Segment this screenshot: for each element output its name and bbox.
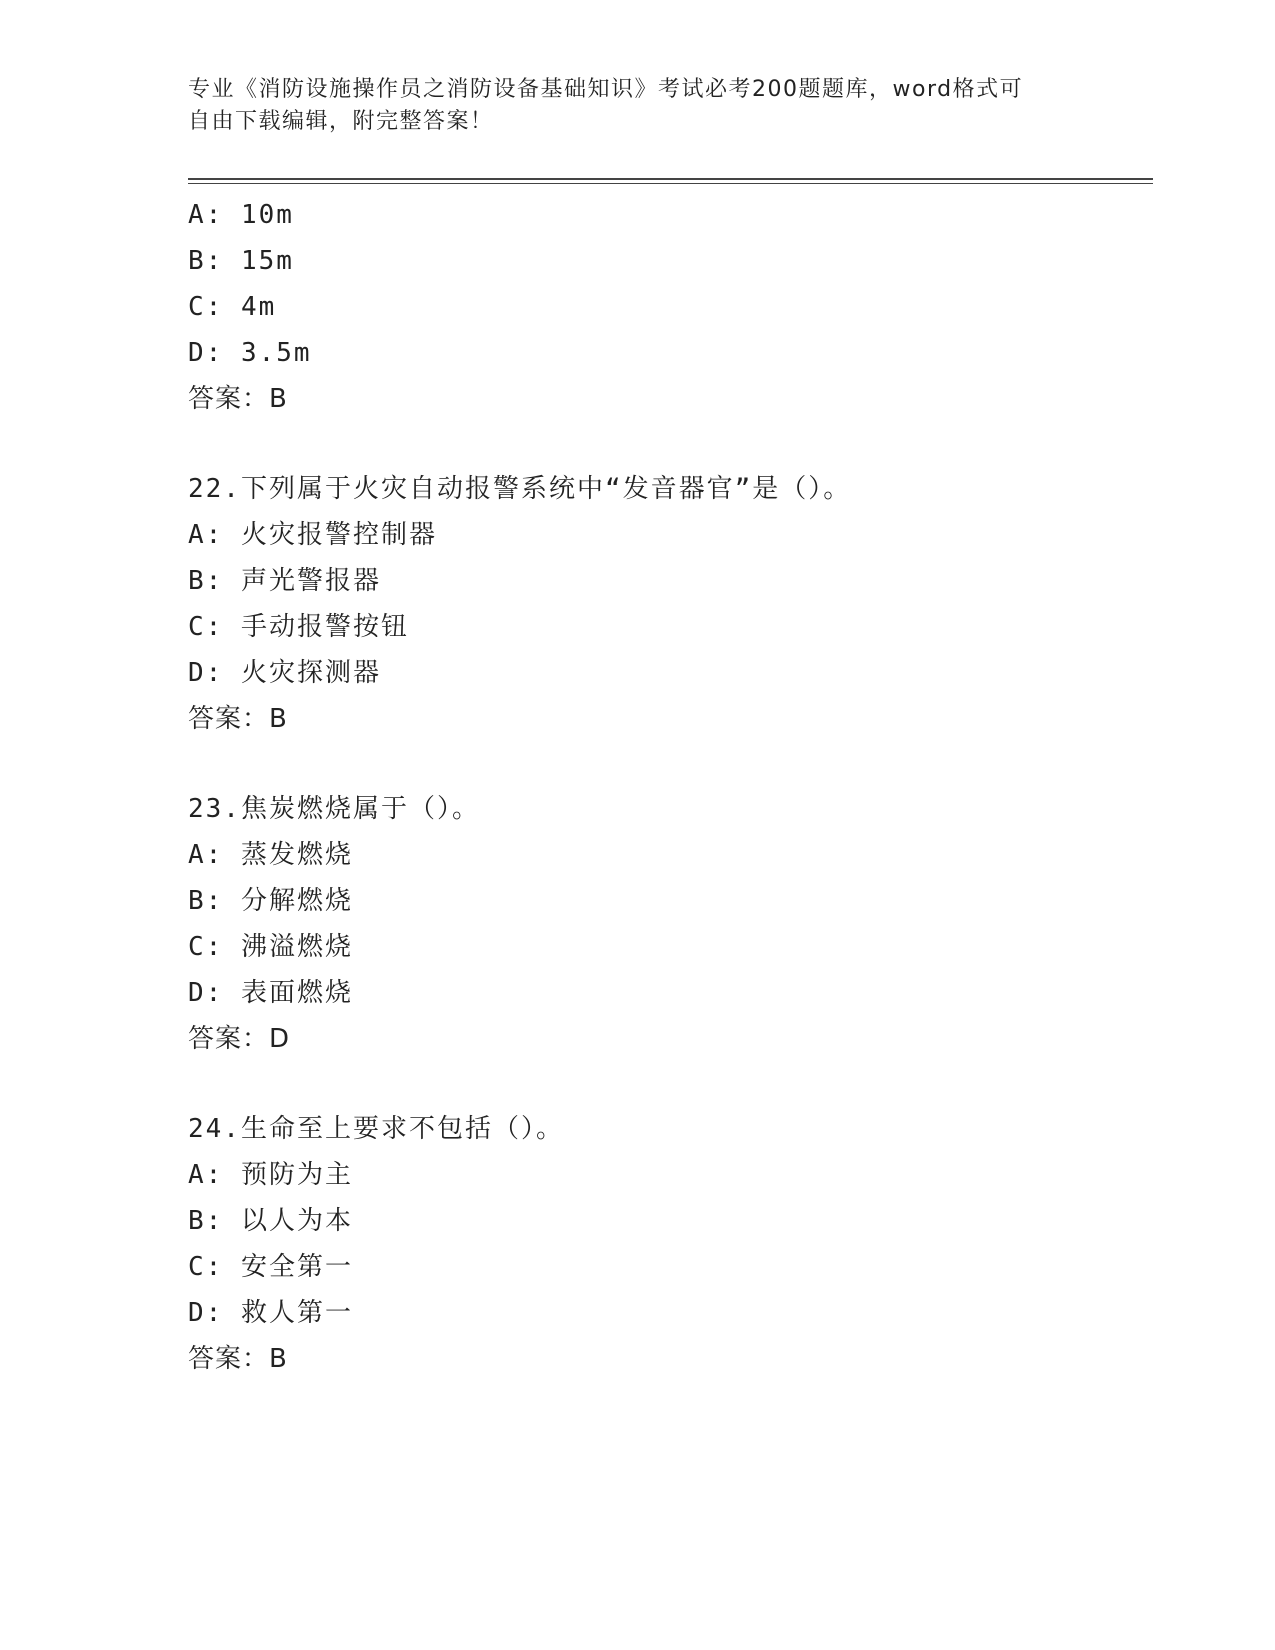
header-divider-thick — [188, 178, 1153, 180]
header-line-1: 专业《消防设施操作员之消防设备基础知识》考试必考200题题库，word格式可 — [188, 77, 1024, 102]
q21-option-d: D: 3.5m — [188, 338, 312, 368]
question-spacer — [188, 422, 1148, 466]
q22-question: 22.下列属于火灾自动报警系统中“发音器官”是（）。 — [188, 474, 852, 504]
q23-answer: 答案：D — [188, 1024, 291, 1054]
q24-question: 24.生命至上要求不包括（）。 — [188, 1114, 564, 1144]
q24-option-c: C: 安全第一 — [188, 1252, 353, 1282]
question-spacer — [188, 742, 1148, 786]
question-22-block — [188, 466, 1148, 742]
q24-option-b: B: 以人为本 — [188, 1206, 353, 1236]
q22-option-d: D: 火灾探测器 — [188, 658, 381, 688]
header-line-2: 自由下载编辑，附完整答案！ — [188, 109, 494, 134]
q22-option-a: A: 火灾报警控制器 — [188, 520, 437, 550]
q23-option-d: D: 表面燃烧 — [188, 978, 353, 1008]
q22-option-c: C: 手动报警按钮 — [188, 612, 409, 642]
question-23-block — [188, 786, 1148, 1062]
q23-option-c: C: 沸溢燃烧 — [188, 932, 353, 962]
question-content — [188, 192, 1148, 1382]
question-spacer — [188, 1062, 1148, 1106]
q24-option-a: A: 预防为主 — [188, 1160, 353, 1190]
question-21-block — [188, 192, 1148, 422]
question-24-block — [188, 1106, 1148, 1382]
q24-answer: 答案：B — [188, 1344, 288, 1374]
q22-option-b: B: 声光警报器 — [188, 566, 381, 596]
q21-option-c: C: 4m — [188, 292, 277, 322]
q24-option-d: D: 救人第一 — [188, 1298, 353, 1328]
document-header — [188, 74, 1068, 138]
q23-option-a: A: 蒸发燃烧 — [188, 840, 353, 870]
q21-option-b: B: 15m — [188, 246, 294, 276]
q22-answer: 答案：B — [188, 704, 288, 734]
q23-question: 23.焦炭燃烧属于（）。 — [188, 794, 480, 824]
q21-answer: 答案：B — [188, 384, 288, 414]
q23-option-b: B: 分解燃烧 — [188, 886, 353, 916]
header-divider-thin — [188, 183, 1153, 184]
q21-option-a: A: 10m — [188, 200, 294, 230]
